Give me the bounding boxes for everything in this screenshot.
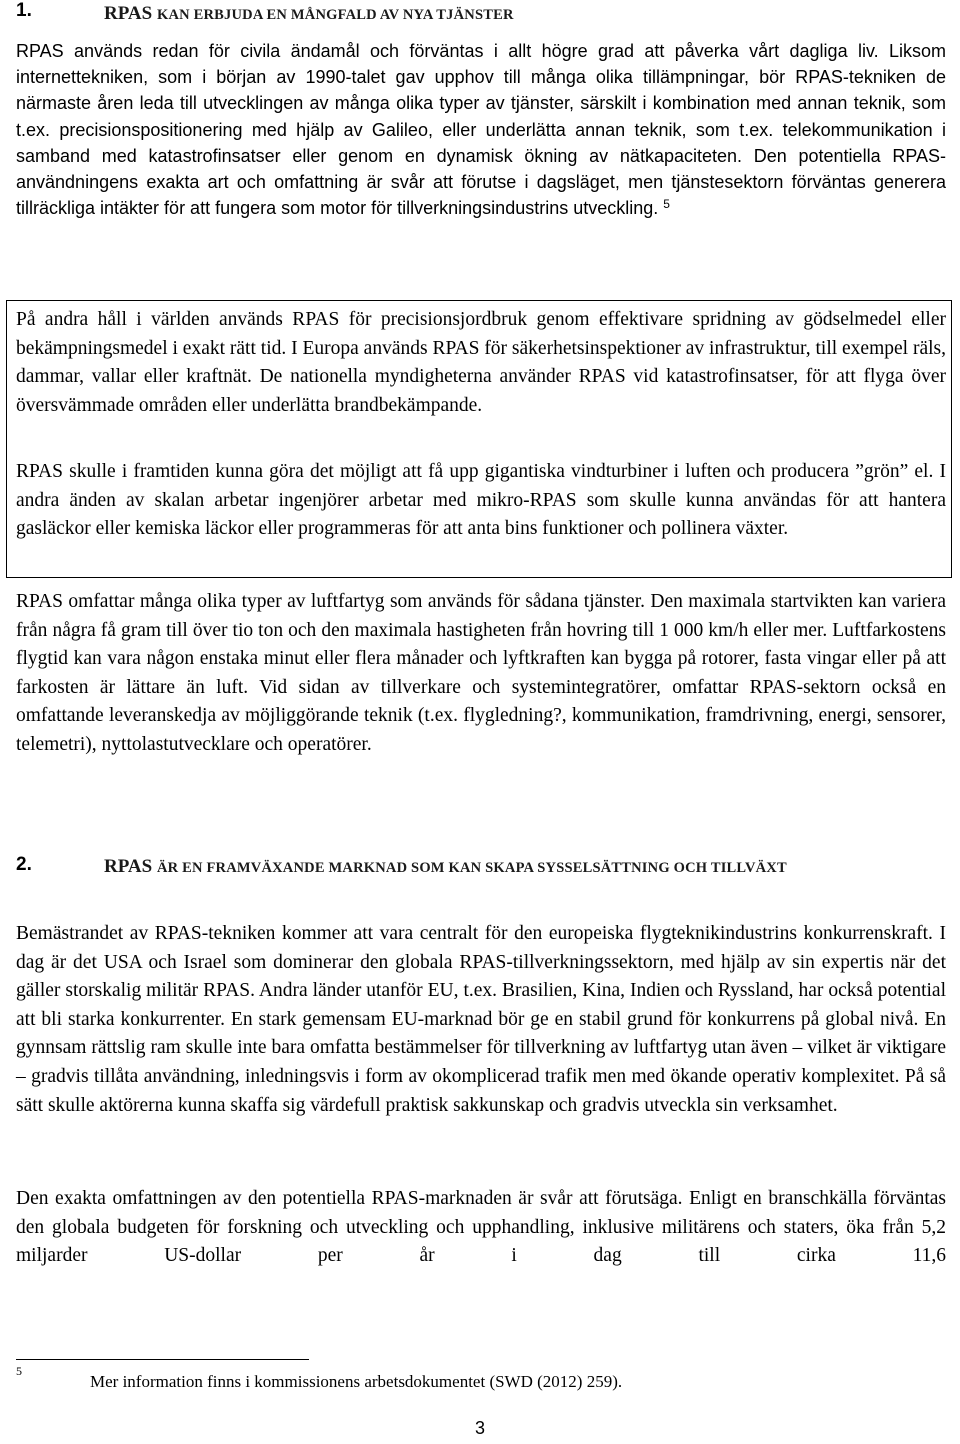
paragraph-intro xyxy=(16,38,946,221)
section-1-title-lead: RPAS xyxy=(104,3,153,24)
section-2-title-rest: ÄR EN FRAMVÄXANDE MARKNAD SOM KAN SKAPA SYSSELSÄTTNING OCH TILLVÄXT xyxy=(156,860,787,876)
box-paragraph-1: På andra håll i världen används RPAS för precisionsjordbruk genom effektivare spridning av gödselmedel eller bekämpningsmedel i exakt rätt tid. I Europa används RPAS för säkerhetsinspektioner av infrastruktur, till exempel räls, dammar, vallar eller kraftnät. De nationella myndigheterna använder RPAS vid katastrofinsatser, för att flyga över översvämmade områden eller underlätta brandbekämpande. xyxy=(16,309,946,416)
paragraph-competitiveness: Bemästrandet av RPAS-tekniken kommer att vara centralt för den europeiska flygteknikindustrins konkurrenskraft. I dag är det USA och Israel som dominerar den globala RPAS-tillverkningssektorn, med hjälp av sin expertis när det gäller storskalig militär RPAS. Andra länder utanför EU, t.ex. Brasilien, Kina, Indien och Ryssland, har också potential att bli starka konkurrenter. En stark gemensam EU-marknad bör ge en stabil grund för konkurrens på global nivå. En gynnsam rättslig ram skulle inte bara omfatta bestämmelser för tillverkning av luftfartyg utan även – vilket är viktigare – gradvis tillåta användning, inledningsvis i form av okomplicerad trafik men med ökande operativ komplexitet. På så sätt skulle aktörerna kunna skaffa sig värdefull praktisk sakkunskap och gradvis utveckla sin verksamhet. xyxy=(16,923,946,1116)
page-number: 3 xyxy=(474,1418,485,1438)
paragraph-intro-text: RPAS används redan för civila ändamål och förväntas i allt högre grad att påverka vårt dagliga liv. Liksom internettekniken, som i början av 1990-talet gav upphov till många olika tillämpningar, bör RPAS-tekniken de närmaste åren leda till utvecklingen av många olika typer av tjänster, särskilt i kombination med annan teknik, som t.ex. precisionspositionering med hjälp av Galileo, eller underlätta annan teknik, som t.ex. telekommunikation i samband med katastrofinsatser eller genom en dynamisk ökning av nätkapaciteten. Den potentiella RPAS-användningens exakta art och omfattning är svår att förutse i dagsläget, men tjänstesektorn förväntas generera tillräckliga intäkter för att fungera som motor för tillverkningsindustrins utveckling. xyxy=(16,41,946,219)
paragraph-aircraft-types: RPAS omfattar många olika typer av luftfartyg som används för sådana tjänster. Den maximala startvikten kan variera från några få gram till över tio ton och den maximala hastigheten från hovring till 1 000 km/h eller mer. Luftfarkostens flygtid kan vara någon enstaka minut eller flera månader och lyftkraften kan bygga på rotorer, fasta vingar eller på att farkosten är lättare än luft. Vid sidan av tillverkare och systemintegratörer, omfattar RPAS-sektorn också en omfattande leveranskedja av möjliggörande teknik (t.ex. flygledning?, kommunikation, framdrivning, energi, sensorer, telemetri), nyttolastutvecklare och operatörer. xyxy=(16,591,946,755)
section-2-title xyxy=(104,852,946,883)
footnote-separator xyxy=(16,1359,309,1360)
footnote-mark: 5 xyxy=(16,1364,22,1378)
section-1-title-rest: KAN ERBJUDA EN MÅNGFALD AV NYA TJÄNSTER xyxy=(156,7,514,23)
box-paragraph-2: RPAS skulle i framtiden kunna göra det möjligt att få upp gigantiska vindturbiner i luften och producera ”grön” el. I andra änden av skalan arbetar ingenjörer arbetar med mikro-RPAS som skulle kunna användas för att hantera gasläckor eller kemiska läckor eller programmeras för att anta bins funktioner och pollinera växter. xyxy=(16,461,946,540)
paragraph-market-size: Den exakta omfattningen av den potentiella RPAS-marknaden är svår att förutsäga. Enligt en branschkälla förväntas den globala budgeten för forskning och utveckling och upphandling, inklusive militärens och staters, öka från 5,2 miljarder US-dollar per år i dag till cirka 11,6 xyxy=(16,1188,946,1267)
section-1-number: 1. xyxy=(16,0,32,21)
section-2-heading xyxy=(16,852,946,912)
footnote-text: Mer information finns i kommissionens arbetsdokumentet (SWD (2012) 259). xyxy=(90,1372,623,1391)
section-2-number: 2. xyxy=(16,854,32,875)
section-1-title xyxy=(104,0,946,29)
section-1-heading xyxy=(16,0,946,28)
footnote-reference: 5 xyxy=(663,197,670,212)
section-2-title-lead: RPAS xyxy=(104,856,153,877)
